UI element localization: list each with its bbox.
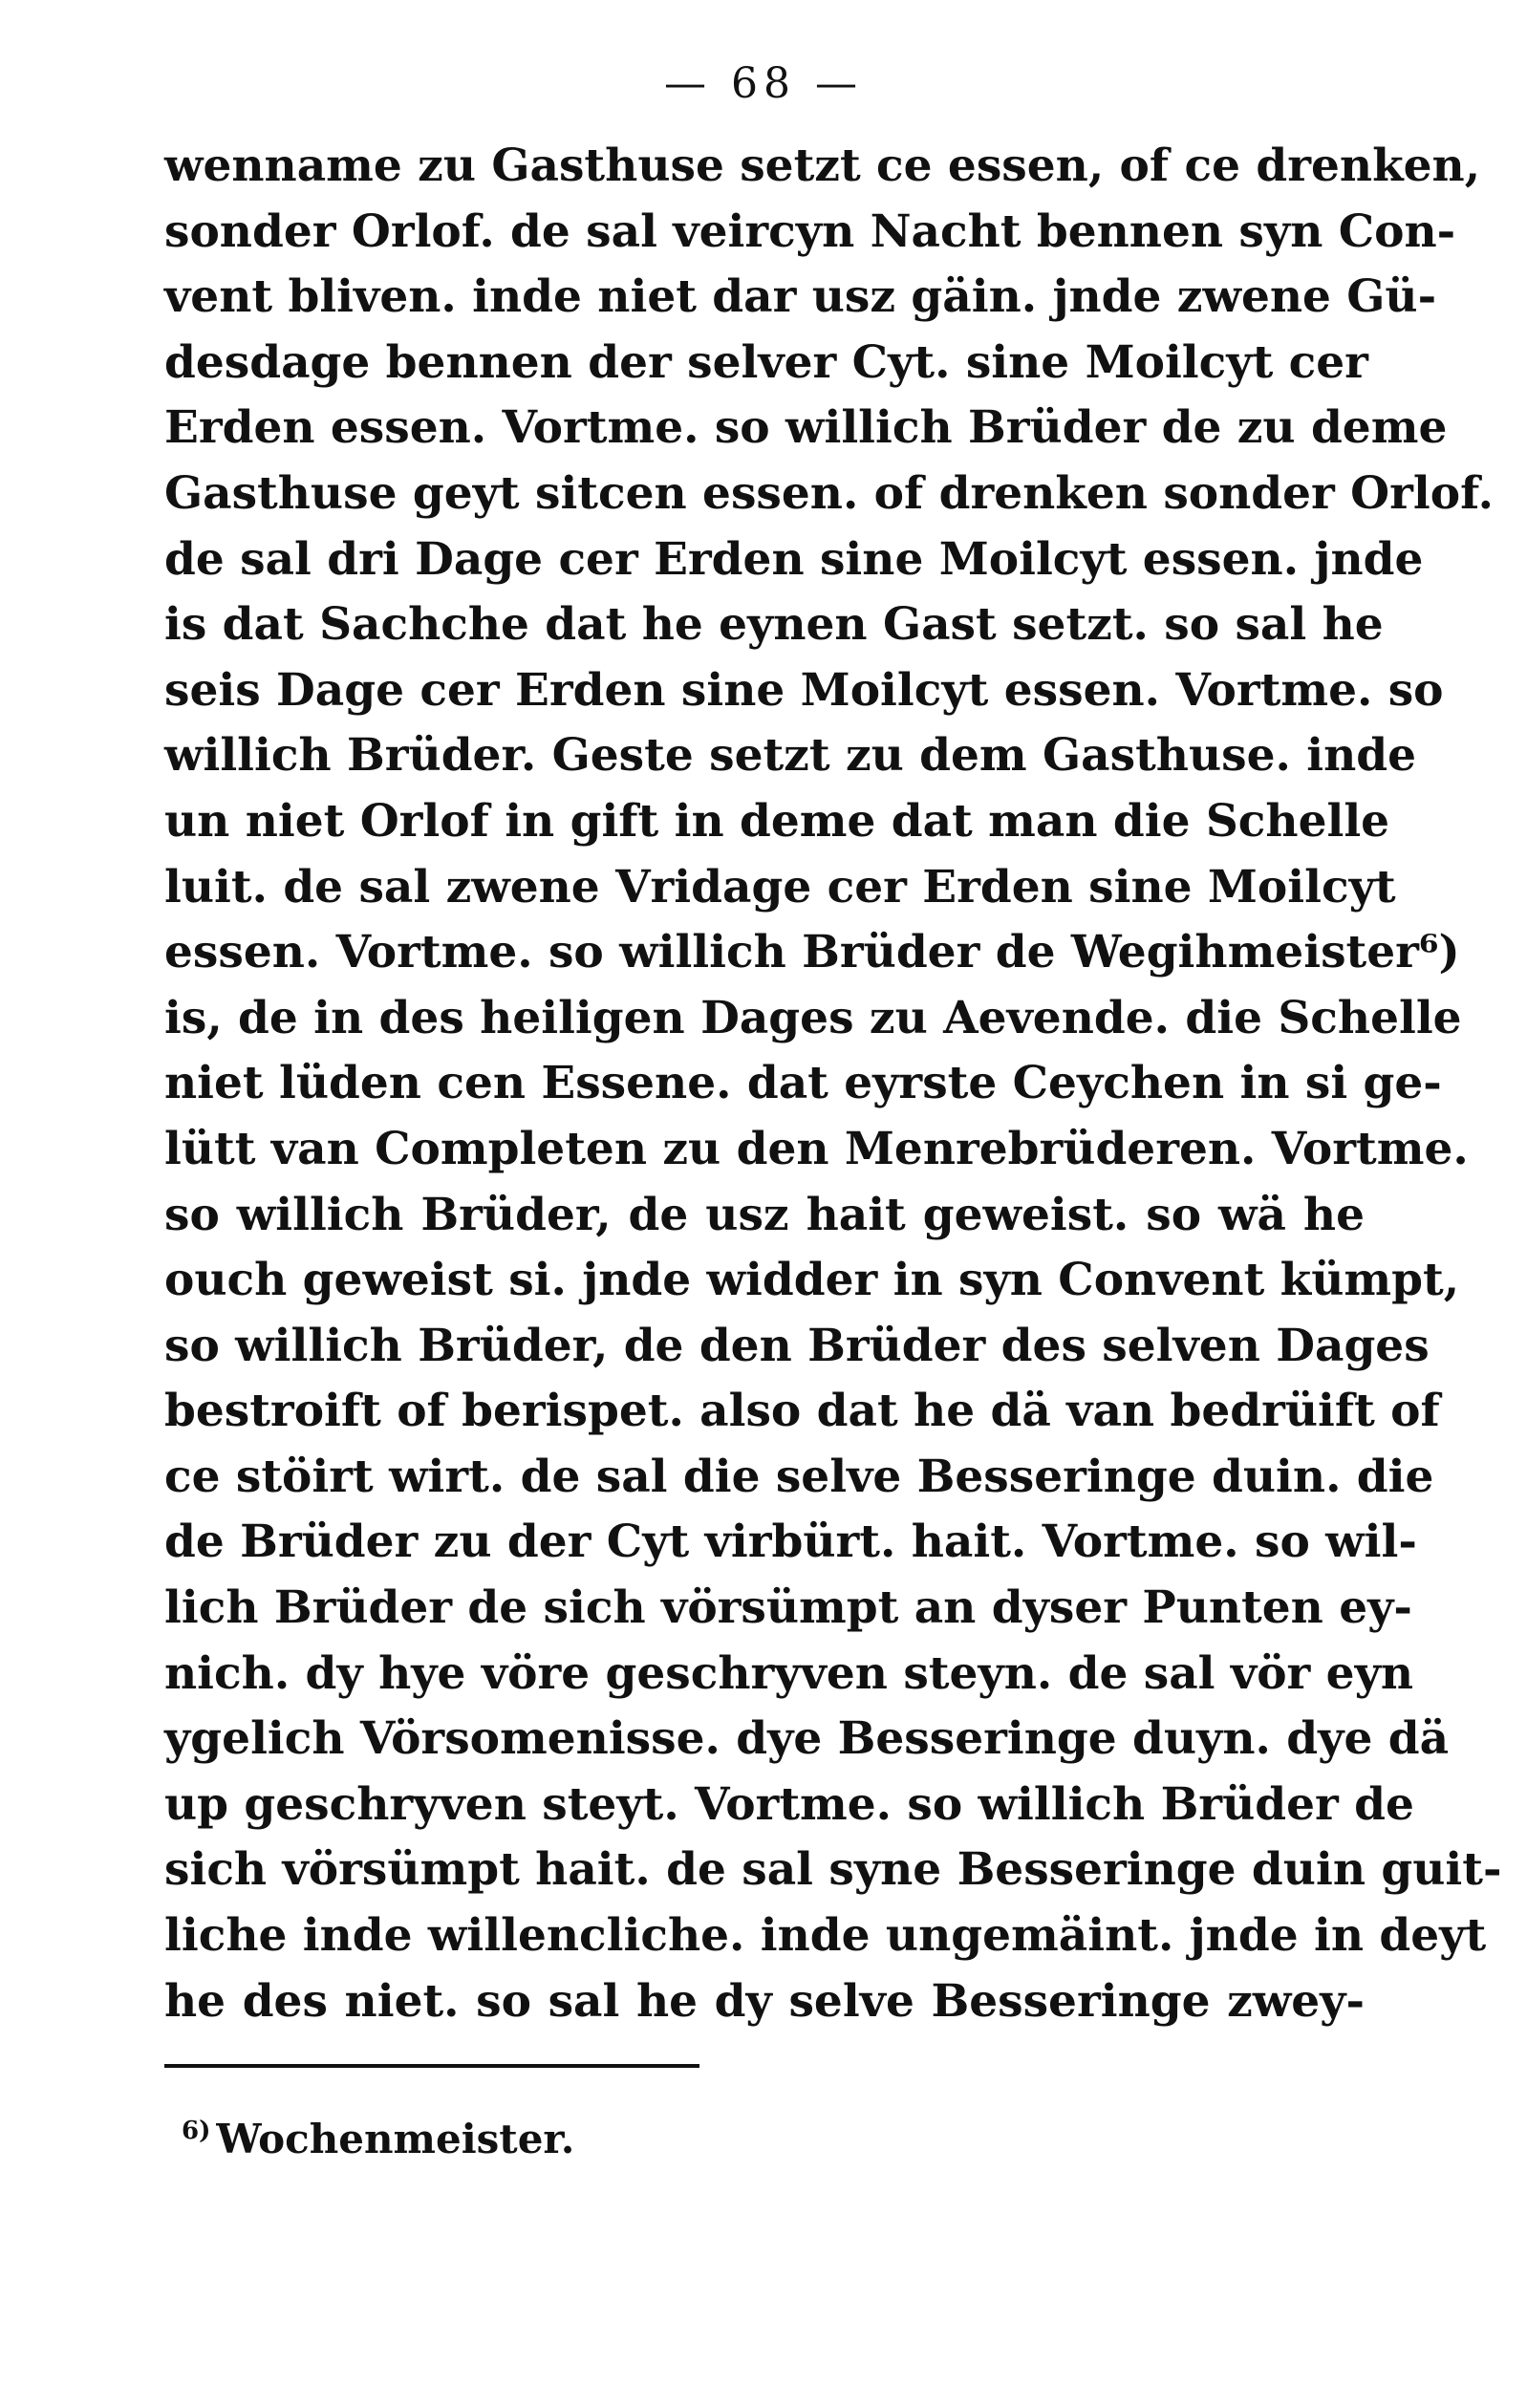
text-line: lich Brüder de sich vörsümpt an dyser Punten ey-: [164, 1581, 1412, 1635]
text-line: luit. de sal zwene Vridage cer Erden sine Moilcyt: [164, 860, 1396, 914]
text-line: sonder Orlof. de sal veircyn Nacht bennen syn Con-: [164, 204, 1456, 258]
text-line: desdage bennen der selver Cyt. sine Moilcyt cer: [164, 335, 1368, 389]
page-number: — 68 —: [664, 59, 863, 108]
text-line: so willich Brüder, de den Brüder des selven Dages: [164, 1319, 1430, 1372]
footnote: [182, 2102, 574, 2168]
text-line: ce stöirt wirt. de sal die selve Besseringe duin. die: [164, 1450, 1434, 1503]
text-line: nich. dy hye vöre geschryven steyn. de sal vör eyn: [164, 1646, 1414, 1700]
footnote-divider: [164, 2064, 699, 2068]
text-line: niet lüden cen Essene. dat eyrste Ceychen in si ge-: [164, 1057, 1442, 1110]
footnote-text: Wochenmeister.: [216, 2116, 575, 2162]
text-line: de Brüder zu der Cyt virbürt. hait. Vortme. so wil-: [164, 1516, 1417, 1569]
text-line: liche inde willencliche. inde ungemäint. jnde in deyt: [164, 1909, 1487, 1963]
text-line: un niet Orlof in gift in deme dat man die Schelle: [164, 794, 1390, 848]
text-line: bestroift of berispet. also dat he dä van bedrüift of: [164, 1385, 1440, 1438]
text-line: up geschryven steyt. Vortme. so willich Brüder de: [164, 1777, 1414, 1831]
text-line: so willich Brüder, de usz hait geweist. so wä he: [164, 1188, 1365, 1241]
text-line: essen. Vortme. so willich Brüder de Wegihmeister⁶): [164, 926, 1460, 979]
text-line: wenname zu Gasthuse setzt ce essen, of ce drenken,: [164, 140, 1481, 192]
text-line: seis Dage cer Erden sine Moilcyt essen. Vortme. so: [164, 663, 1444, 717]
text-line: willich Brüder. Geste setzt zu dem Gasthuse. inde: [164, 729, 1417, 783]
text-line: Gasthuse geyt sitcen essen. of drenken sonder Orlof.: [164, 466, 1494, 520]
text-line: he des niet. so sal he dy selve Besseringe zwey-: [164, 1974, 1365, 2028]
text-line: is, de in des heiligen Dages zu Aevende. die Schelle: [164, 991, 1462, 1044]
text-line: ygelich Vörsomenisse. dye Besseringe duyn. dye dä: [164, 1712, 1450, 1766]
text-line: sich vörsümpt hait. de sal syne Besseringe duin guit-: [164, 1843, 1502, 1897]
text-line: vent bliven. inde niet dar usz gäin. jnde zwene Gü-: [164, 270, 1437, 324]
body-text: [164, 134, 1502, 2034]
text-line: Erden essen. Vortme. so willich Brüder de zu deme: [164, 401, 1448, 455]
text-line: ouch geweist si. jnde widder in syn Convent kümpt,: [164, 1254, 1460, 1307]
text-line: lütt van Completen zu den Menrebrüderen. Vortme.: [164, 1122, 1469, 1175]
footnote-marker: 6): [182, 2117, 211, 2145]
text-line: de sal dri Dage cer Erden sine Moilcyt essen. jnde: [164, 532, 1424, 586]
text-line: is dat Sachche dat he eynen Gast setzt. so sal he: [164, 598, 1384, 652]
